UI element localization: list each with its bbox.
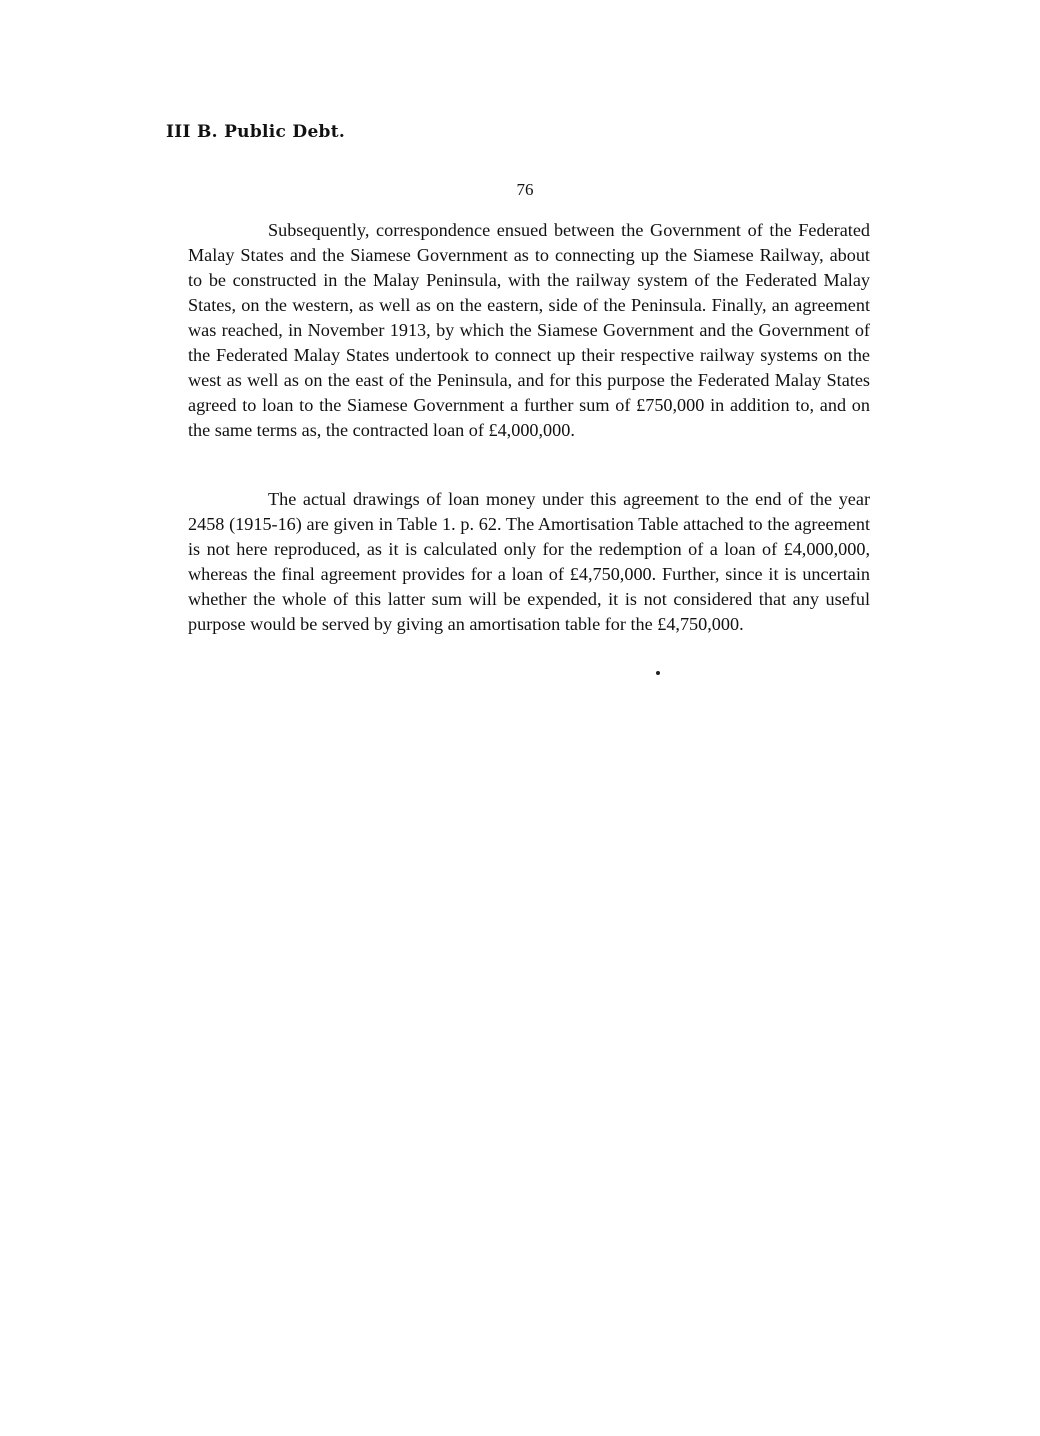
ink-speck: [656, 671, 660, 675]
page-number: 76: [516, 180, 534, 199]
paragraph-2: The actual drawings of loan money under this agreement to the end of the year 2458 (1915-16) are given in Table 1. p. 62. The Amortisation Table attached to the agreement is not here reproduced, as it is calculated only for the redemption of a loan of £4,000,000, whereas the final agreement provides for a loan of £4,750,000. Further, since it is uncertain whether the whole of this latter sum will be expended, it is not considered that any useful purpose would be served by giving an amortisation table for the £4,750,000.: [188, 489, 870, 634]
paragraph-1: Subsequently, correspondence ensued between the Government of the Federated Malay States and the Siamese Government as to connecting up the Siamese Railway, about to be constructed in the Malay Peninsula, with the railway system of the Federated Malay States, on the western, as well as on the eastern, side of the Peninsula. Finally, an agreement was reached, in November 1913, by which the Siamese Government and the Government of the Federated Malay States undertook to connect up their respective railway systems on the west as well as on the east of the Peninsula, and for this purpose the Federated Malay States agreed to loan to the Siamese Government a further sum of £750,000 in addition to, and on the same terms as, the contracted loan of £4,000,000.: [188, 220, 870, 440]
section-title: III B. Public Debt.: [166, 122, 346, 142]
